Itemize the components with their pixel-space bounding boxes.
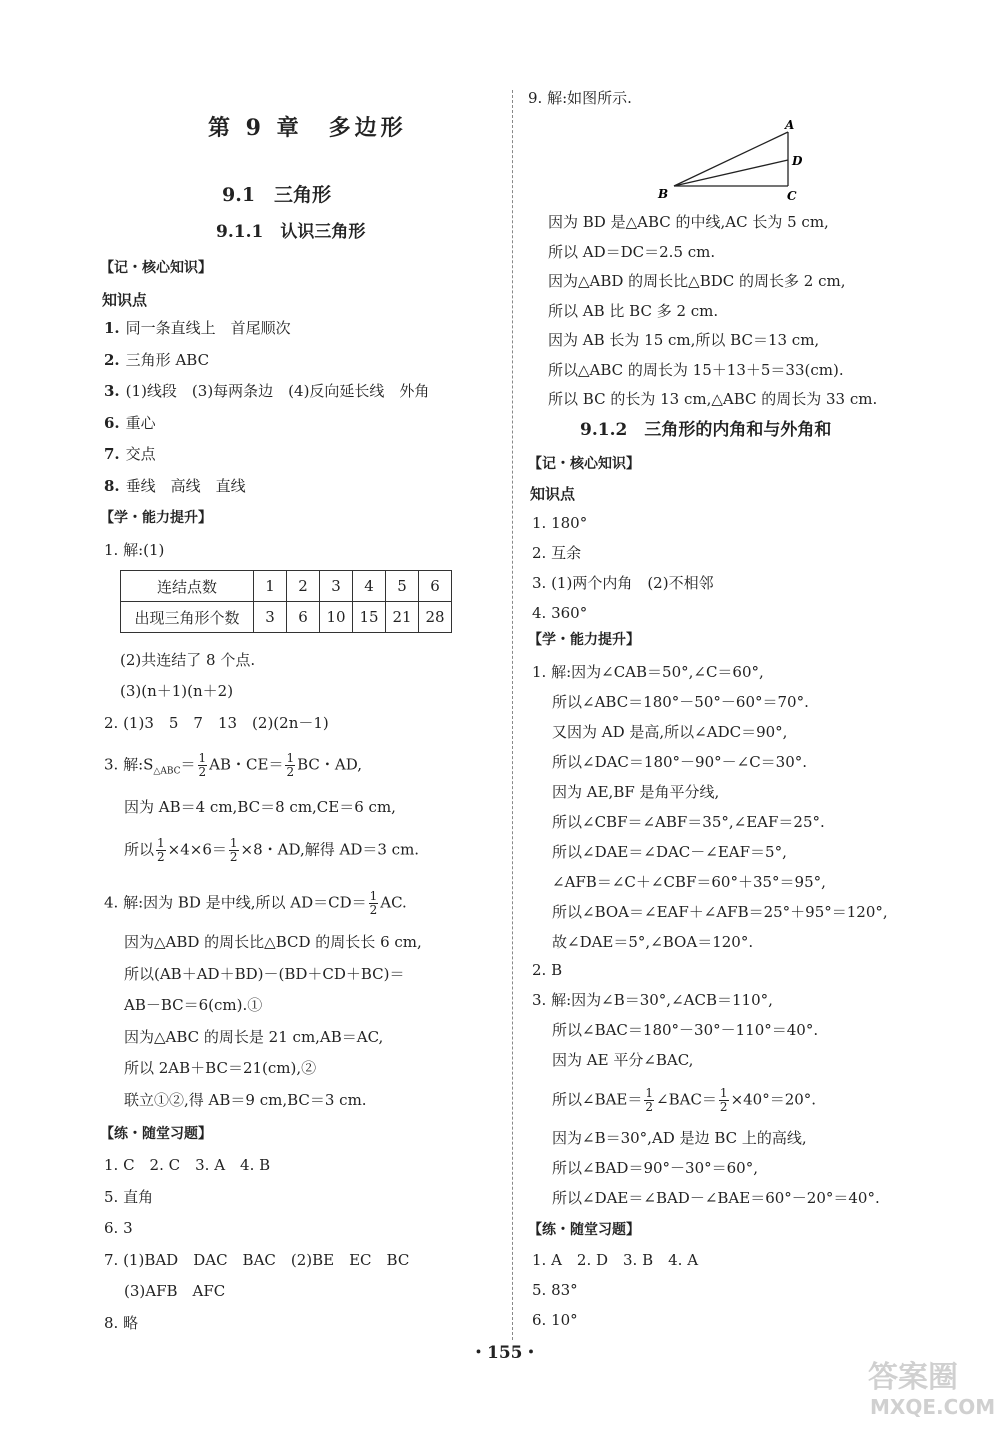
table-cell: 3 — [254, 602, 287, 633]
q3-line3 — [124, 837, 419, 864]
q3-line: 所以∠DAE＝∠BAD－∠BAE＝60°－20°＝40°. — [552, 1189, 880, 1207]
column-divider — [512, 90, 513, 1340]
q1-line: 又因为 AD 是高,所以∠ADC＝90°, — [552, 723, 788, 741]
fraction: $\frac{1}{2}$ — [286, 751, 295, 779]
text: AB・CE＝ — [209, 755, 284, 774]
text: 3. 解:S — [104, 755, 154, 774]
tag-practice: 【练・随堂习题】 — [100, 1126, 212, 1142]
knowledge-item: 1. 180° — [532, 514, 588, 532]
item-text: 垂线 高线 直线 — [125, 477, 246, 495]
table-cell: 10 — [320, 602, 353, 633]
item-number: 7. — [104, 445, 120, 463]
q9-line: 因为 AB 长为 15 cm,所以 BC＝13 cm, — [548, 331, 820, 349]
points-table — [120, 570, 452, 633]
q4-line: 联立①②,得 AB＝9 cm,BC＝3 cm. — [124, 1090, 367, 1109]
q1-line: 所以∠CBF＝∠ABF＝35°,∠EAF＝25°. — [552, 813, 825, 831]
q3-line: 所以∠BAD＝90°－30°＝60°, — [552, 1159, 758, 1177]
item-text: 三角形 ABC — [125, 351, 210, 369]
tag-practice-2: 【练・随堂习题】 — [528, 1222, 640, 1238]
chapter-title: 第 9 章 多边形 — [208, 115, 407, 141]
q9-label: 9. 解:如图所示. — [528, 89, 632, 107]
text: ＝ — [180, 755, 196, 774]
q1-line: 所以∠DAE＝∠DAC－∠EAF＝5°, — [552, 843, 787, 861]
q3-line1 — [104, 752, 362, 782]
item-number: 3. — [104, 382, 120, 400]
fraction: $\frac{1}{2}$ — [157, 836, 165, 864]
q1-part2: (2)共连结了 8 个点. — [120, 651, 256, 669]
tag-ability: 【学・能力提升】 — [100, 510, 212, 526]
q9-line: 因为△ABD 的周长比△BDC 的周长多 2 cm, — [548, 272, 846, 290]
knowledge-item — [104, 381, 429, 401]
label-c: C — [787, 189, 797, 202]
q4-line: 因为△ABD 的周长比△BCD 的周长长 6 cm, — [124, 933, 422, 951]
watermark-url: MXQE.COM — [870, 1395, 996, 1419]
practice-item: 5. 83° — [532, 1281, 578, 1299]
line-ab — [674, 132, 788, 186]
table-cell: 3 — [320, 571, 353, 602]
item-text: 交点 — [125, 445, 156, 463]
q1-part3: (3)(n＋1)(n＋2) — [120, 682, 234, 700]
q3-line2: 因为 AB＝4 cm,BC＝8 cm,CE＝6 cm, — [124, 798, 396, 816]
knowledge-item: 4. 360° — [532, 604, 588, 622]
q1-line: 所以∠BOA＝∠EAF＋∠AFB＝25°＋95°＝120°, — [552, 903, 888, 921]
q3-line: 因为 AE 平分∠BAC, — [552, 1051, 694, 1069]
label-d: D — [792, 154, 803, 168]
label-a: A — [785, 118, 795, 132]
q1-line: 所以∠ABC＝180°－50°－60°＝70°. — [552, 693, 809, 711]
q9-line: 所以 BC 的长为 13 cm,△ABC 的周长为 33 cm. — [548, 390, 878, 408]
table-cell: 6 — [287, 602, 320, 633]
watermark-logo: 答案圈 — [868, 1360, 958, 1395]
practice-item: 6. 10° — [532, 1311, 578, 1329]
q1-line: 1. 解:因为∠CAB＝50°,∠C＝60°, — [532, 663, 764, 681]
knowledge-item: 2. 互余 — [532, 544, 582, 562]
text: ×8・AD,解得 AD＝3 cm. — [240, 840, 420, 859]
practice-item: 5. 直角 — [104, 1187, 154, 1206]
practice-item: 1. A 2. D 3. B 4. A — [532, 1251, 699, 1269]
subscript: △ABC — [153, 766, 181, 777]
knowledge-item — [104, 476, 246, 496]
text: ∠BAC＝ — [656, 1090, 717, 1109]
q3-line: 3. 解:因为∠B＝30°,∠ACB＝110°, — [532, 991, 773, 1009]
practice-item: 1. C 2. C 3. A 4. B — [104, 1156, 271, 1174]
text: 所以 — [124, 840, 155, 859]
item-number: 8. — [104, 477, 120, 495]
q1-line: 所以∠DAC＝180°－90°－∠C＝30°. — [552, 753, 808, 771]
table-cell: 连结点数 — [121, 571, 254, 602]
knowledge-item — [104, 413, 156, 433]
q4-line: AB－BC＝6(cm).① — [124, 996, 263, 1014]
practice-item: 7. (1)BAD DAC BAC (2)BE EC BC — [104, 1250, 410, 1269]
tag-ability-2: 【学・能力提升】 — [528, 632, 640, 648]
section-title: 9.1 三角形 — [222, 184, 332, 206]
tag-core-knowledge-2: 【记・核心知识】 — [528, 456, 640, 472]
table-cell: 出现三角形个数 — [121, 602, 254, 633]
q9-line: 所以 AB 比 BC 多 2 cm. — [548, 301, 719, 320]
text: BC・AD, — [297, 755, 362, 774]
q4-line: 所以(AB＋AD＋BD)－(BD＋CD＋BC)＝ — [124, 964, 405, 983]
table-cell: 2 — [287, 571, 320, 602]
q1-label: 1. 解:(1) — [104, 541, 165, 559]
q4-line1 — [104, 890, 407, 917]
q9-line: 所以 AD＝DC＝2.5 cm. — [548, 242, 716, 261]
item-text: 重心 — [125, 414, 156, 432]
item-text: 同一条直线上 首尾顺次 — [125, 319, 291, 337]
q9-line: 因为 BD 是△ABC 的中线,AC 长为 5 cm, — [548, 213, 829, 231]
table-cell: 1 — [254, 571, 287, 602]
q4-line: 因为△ABC 的周长是 21 cm,AB＝AC, — [124, 1027, 384, 1046]
label-b: B — [658, 187, 669, 201]
item-number: 6. — [104, 414, 120, 432]
q3-fraction-line — [552, 1087, 816, 1114]
knowledge-item — [104, 318, 291, 338]
subsection-title-2: 9.1.2 三角形的内角和与外角和 — [580, 420, 832, 440]
table-cell: 21 — [386, 602, 419, 633]
item-number: 1. — [104, 319, 120, 337]
triangle-figure — [650, 112, 810, 202]
q3-line: 因为∠B＝30°,AD 是边 BC 上的高线, — [552, 1129, 807, 1147]
q3-line: 所以∠BAC＝180°－30°－110°＝40°. — [552, 1021, 819, 1039]
q9-line: 所以△ABC 的周长为 15＋13＋5＝33(cm). — [548, 360, 844, 379]
q1-line: 因为 AE,BF 是角平分线, — [552, 783, 720, 801]
table-cell: 15 — [353, 602, 386, 633]
fraction: $\frac{1}{2}$ — [719, 1086, 728, 1114]
table-cell: 5 — [386, 571, 419, 602]
table-cell: 28 — [419, 602, 452, 633]
text: AC. — [380, 893, 407, 912]
subsection-title: 9.1.1 认识三角形 — [216, 222, 366, 242]
table-row — [121, 602, 452, 633]
q2-answer: 2. (1)3 5 7 13 (2)(2n－1) — [104, 714, 329, 732]
knowledge-item — [104, 350, 209, 370]
tag-core-knowledge: 【记・核心知识】 — [100, 260, 212, 276]
table-cell: 4 — [353, 571, 386, 602]
text: ×4×6＝ — [167, 840, 227, 859]
q2-answer-2: 2. B — [532, 961, 563, 979]
q1-line: 故∠DAE＝5°,∠BOA＝120°. — [552, 933, 754, 951]
fraction: $\frac{1}{2}$ — [229, 836, 238, 864]
table-cell: 6 — [419, 571, 452, 602]
line-bd — [674, 160, 788, 186]
text: 所以∠BAE＝ — [552, 1090, 643, 1109]
item-number: 2. — [104, 351, 120, 369]
knowledge-point-label: 知识点 — [102, 291, 148, 309]
q1-line: ∠AFB＝∠C＋∠CBF＝60°＋35°＝95°, — [552, 873, 826, 891]
table-row — [121, 571, 452, 602]
practice-item: 6. 3 — [104, 1219, 133, 1237]
fraction: $\frac{1}{2}$ — [198, 751, 207, 779]
q4-line: 所以 2AB＋BC＝21(cm),② — [124, 1059, 317, 1077]
item-text: (1)线段 (3)每两条边 (4)反向延长线 外角 — [125, 382, 430, 400]
page-number: ・155・ — [470, 1343, 540, 1363]
fraction: $\frac{1}{2}$ — [645, 1086, 654, 1114]
text: 4. 解:因为 BD 是中线,所以 AD＝CD＝ — [104, 893, 367, 912]
practice-item: 8. 略 — [104, 1313, 139, 1332]
practice-item: (3)AFB AFC — [124, 1282, 226, 1300]
knowledge-item — [104, 444, 156, 464]
knowledge-item: 3. (1)两个内角 (2)不相邻 — [532, 574, 714, 592]
text: ×40°＝20°. — [730, 1090, 817, 1109]
fraction: $\frac{1}{2}$ — [369, 889, 378, 917]
knowledge-point-label-2: 知识点 — [530, 485, 576, 503]
